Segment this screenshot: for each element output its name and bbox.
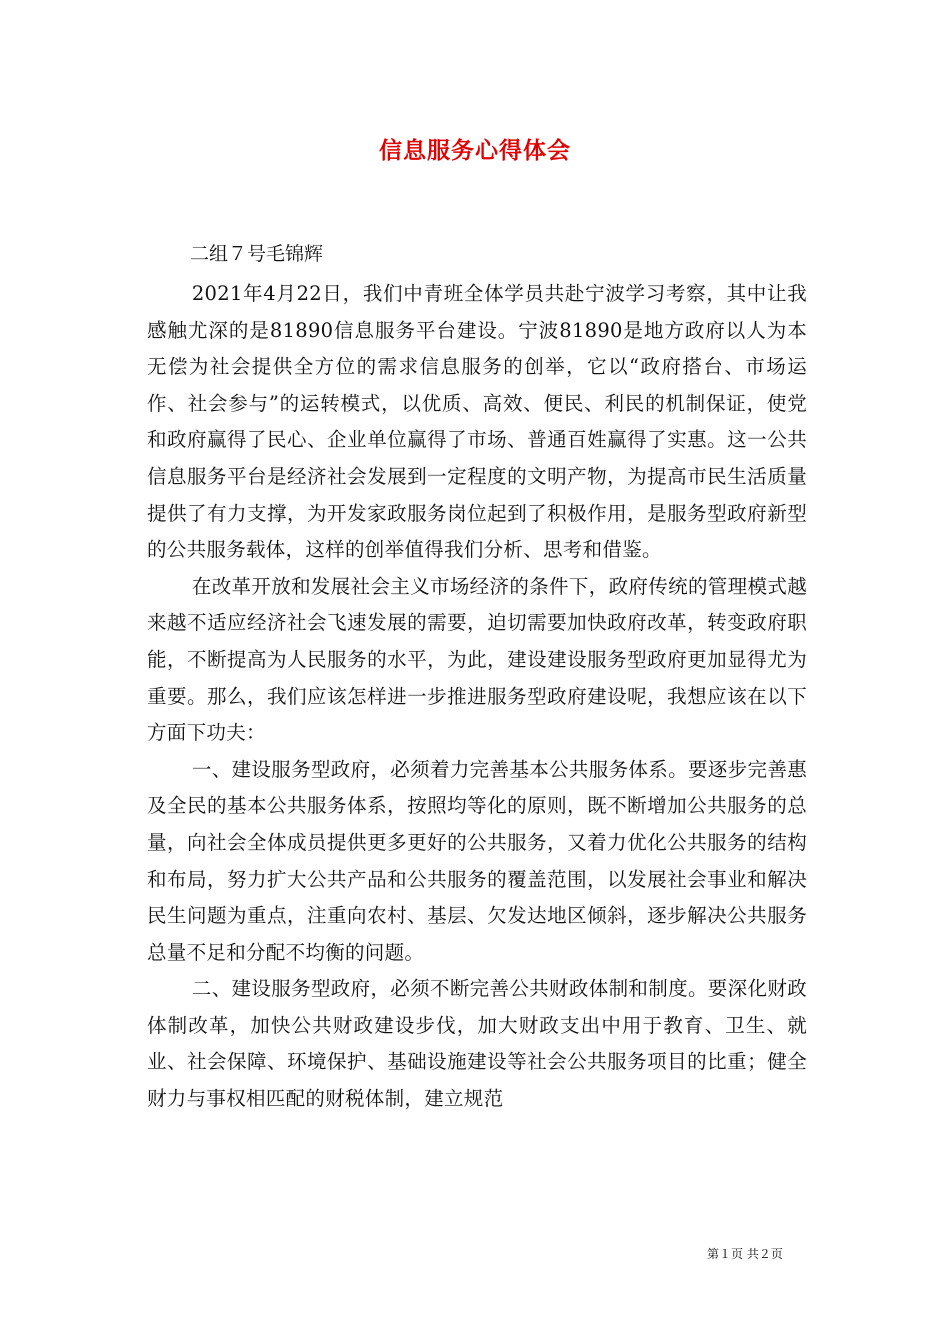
paragraph-1: 2021年4月22日，我们中青班全体学员共赴宁波学习考察，其中让我感触尤深的是81890信息服务平台建设。宁波81890是地方政府以人为本无偿为社会提供全方位的需求信息服务的创举，它以“政府搭台、市场运作、社会参与”的运转模式，以优质、高效、便民、利民的机制保证，使党和政府赢得了民心、企业单位赢得了市场、普通百姓赢得了实惠。这一公共信息服务平台是经济社会发展到一定程度的文明产物，为提高市民生活质量提供了有力支撑，为开发家政服务岗位起到了积极作用，是服务型政府新型的公共服务载体，这样的创举值得我们分析、思考和借鉴。 (147, 282, 807, 562)
document-body (147, 276, 807, 1118)
paragraph-4: 二、建设服务型政府，必须不断完善公共财政体制和制度。要深化财政体制改革，加快公共财政建设步伐，加大财政支出中用于教育、卫生、就业、社会保障、环境保护、基础设施建设等社会公共服务项目的比重；健全财力与事权相匹配的财税体制，建立规范 (147, 977, 807, 1111)
paragraph-2: 在改革开放和发展社会主义市场经济的条件下，政府传统的管理模式越来越不适应经济社会飞速发展的需要，迫切需要加快政府改革，转变政府职能，不断提高为人民服务的水平，为此，建设建设服务型政府更加显得尤为重要。那么，我们应该怎样进一步推进服务型政府建设呢，我想应该在以下方面下功夫： (147, 574, 807, 745)
paragraph-3: 一、建设服务型政府，必须着力完善基本公共服务体系。要逐步完善惠及全民的基本公共服务体系，按照均等化的原则，既不断增加公共服务的总量，向社会全体成员提供更多更好的公共服务，又着力优化公共服务的结构和布局，努力扩大公共产品和公共服务的覆盖范围，以发展社会事业和解决民生问题为重点，注重向农村、基层、欠发达地区倾斜，逐步解决公共服务总量不足和分配不均衡的问题。 (147, 757, 807, 964)
author-line: 二组７号毛锦辉 (190, 243, 324, 265)
page-number-footer: 第１页 共２页 (707, 1247, 783, 1261)
document-title: 信息服务心得体会 (379, 138, 571, 164)
